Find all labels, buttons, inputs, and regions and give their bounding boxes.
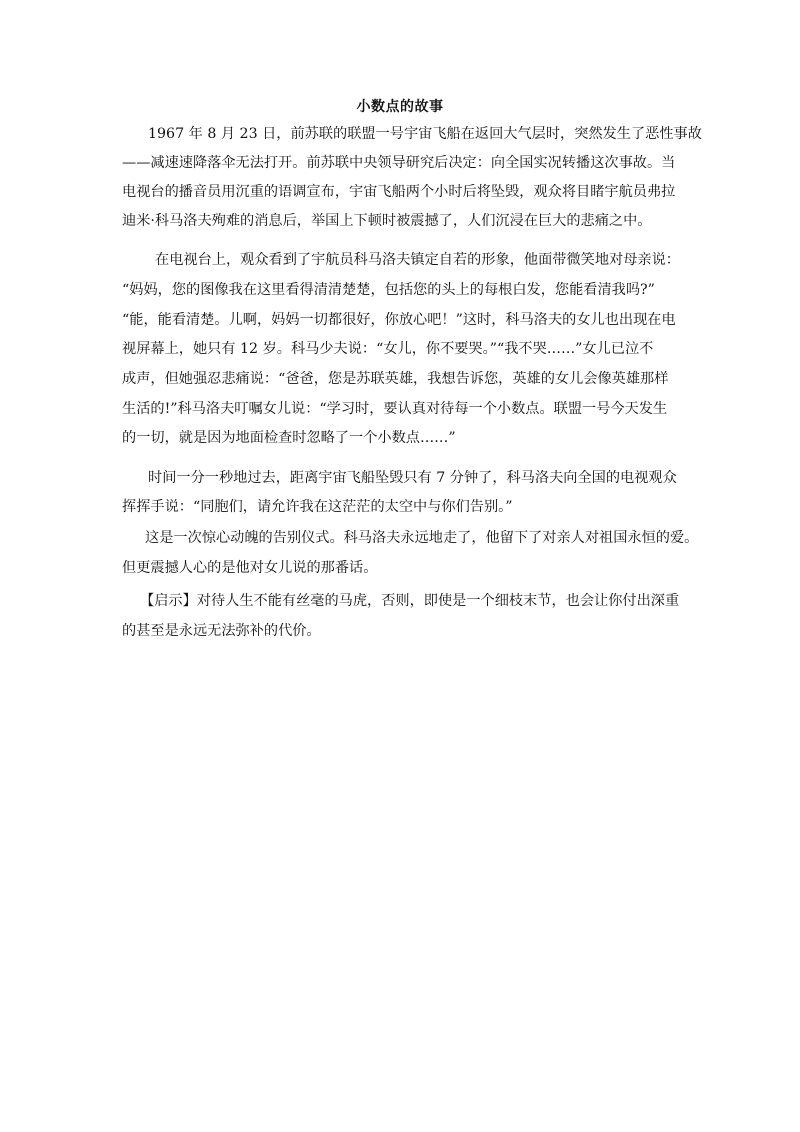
paragraph-line: ——减速速降落伞无法打开。前苏联中央领导研究后决定：向全国实况转播这次事故。当 xyxy=(122,155,676,171)
paragraph-line: 挥挥手说：“同胞们，请允许我在这茫茫的太空中与你们告别。” xyxy=(122,499,513,515)
paragraph-line: 电视台的播音员用沉重的语调宣布，宇宙飞船两个小时后将坠毁，观众将目睹宇航员弗拉 xyxy=(122,184,676,200)
paragraph-line: 但更震撼人心的是他对女儿说的那番话。 xyxy=(122,560,378,576)
insight-line: 【启示】对待人生不能有丝毫的马虎，否则，即使是一个细枝末节，也会让你付出深重 xyxy=(140,593,680,609)
paragraph-line: “能，能看清楚。儿啊，妈妈一切都很好，你放心吧！”这时，科马洛夫的女儿也出现在电 xyxy=(122,312,676,328)
paragraph-line: “妈妈，您的图像我在这里看得清清楚楚，包括您的头上的每根白发，您能看清我吗?” xyxy=(122,282,655,298)
insight-line: 的甚至是永远无法弥补的代价。 xyxy=(122,623,321,639)
paragraph-line: 迪米·科马洛夫殉难的消息后，举国上下顿时被震撼了，人们沉浸在巨大的悲痛之中。 xyxy=(122,213,652,229)
paragraph-line: 成声，但她强忍悲痛说：“爸爸，您是苏联英雄，我想告诉您，英雄的女儿会像英雄那样 xyxy=(122,371,669,387)
document-title: 小数点的故事 xyxy=(356,99,444,115)
paragraph-line: 1967 年 8 月 23 日，前苏联的联盟一号宇宙飞船在返回大气层时，突然发生了恶性事故 xyxy=(148,126,702,142)
paragraph-line: 生活的!”科马洛夫叮嘱女儿说：“学习时，要认真对待每一个小数点。联盟一号今天发生 xyxy=(122,401,668,417)
paragraph-line: 视屏幕上，她只有 12 岁。科马少夫说：“女儿，你不要哭。”“我不哭……”女儿已泣不 xyxy=(122,341,654,357)
paragraph-line: 时间一分一秒地过去，距离宇宙飞船坠毁只有 7 分钟了，科马洛夫向全国的电视观众 xyxy=(148,470,677,486)
paragraph-line: 在电视台上，观众看到了宇航员科马洛夫镇定自若的形象，他面带微笑地对母亲说： xyxy=(155,252,680,268)
paragraph-line: 的一切，就是因为地面检查时忽略了一个小数点……” xyxy=(122,430,456,446)
paragraph-line: 这是一次惊心动魄的告别仪式。科马洛夫永远地走了，他留下了对亲人对祖国永恒的爱。 xyxy=(145,530,699,546)
